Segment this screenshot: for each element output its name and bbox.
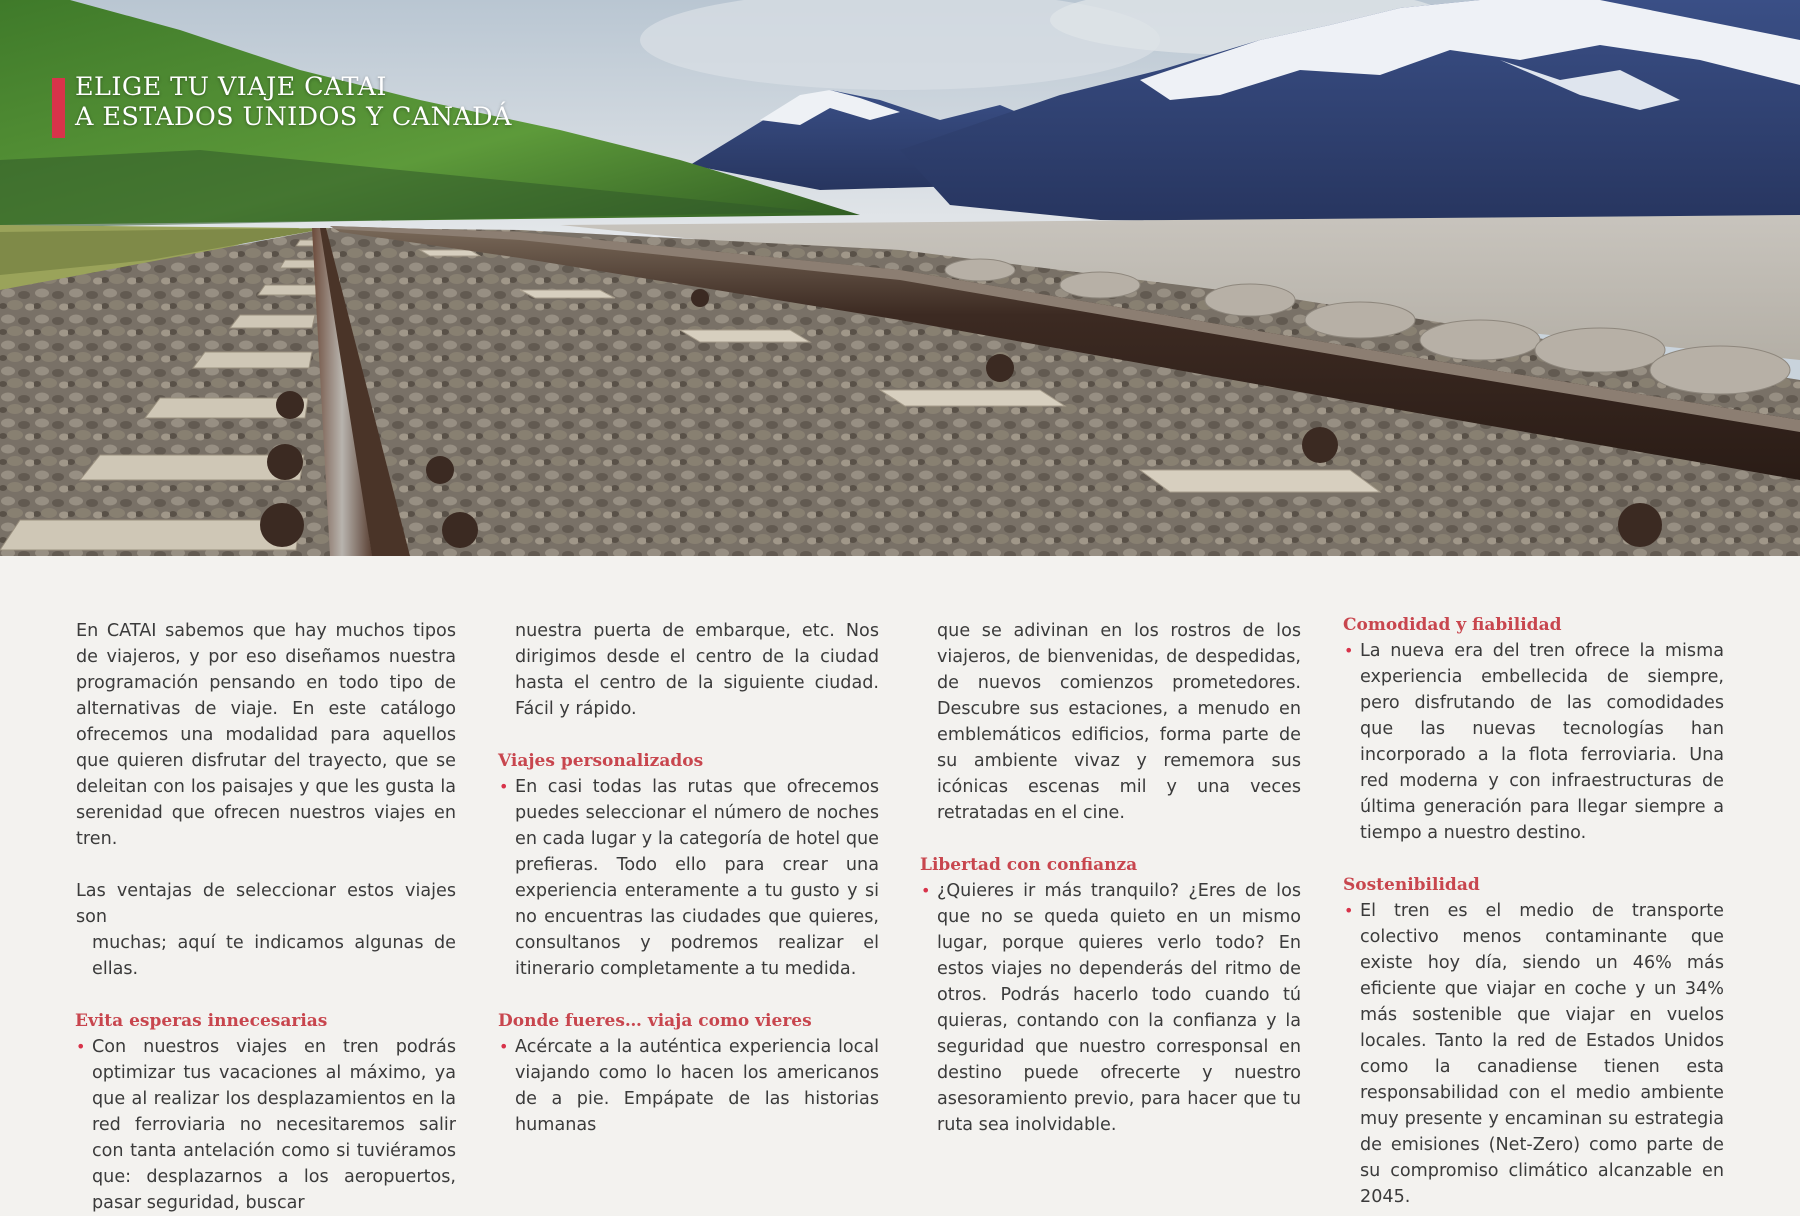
section-title-libertad: Libertad con confianza [920,855,1138,875]
section-title-donde-fueres: Donde fueres… viaja como vieres [498,1011,812,1031]
bullet-dot: • [76,1037,86,1056]
title-line-1: ELIGE TU VIAJE CATAI [75,72,387,102]
title-accent-bar [52,78,65,138]
continuation-paragraph-3: que se adivinan en los rostros de los viajeros, de bienvenidas, de despedidas, de nuevos comienzos prometedores. Descubre sus estaciones, a menudo en emblemáticos edificios, forma parte de su ambiente vivaz y rememora sus icónicas escenas mil y una veces retratadas en el cine. [937,621,1301,823]
section-text-comodidad: La nueva era del tren ofrece la misma experiencia embellecida de siempre, pero disfrutando de las comodidades que las nuevas tecnologías han incorporado a la flota ferroviaria. Una red moderna y con infraestructuras de última generación para llegar siempre a tiempo a nuestro destino. [1360,641,1724,843]
text-column-3 [921,618,1301,1138]
advantages-line-2: muchas; aquí te indicamos algunas de ellas. [92,933,456,979]
bullet-donde-fueres [499,1034,879,1138]
intro-paragraph: En CATAI sabemos que hay muchos tipos de viajeros, y por eso diseñamos nuestra programación pensando en todo tipo de alternativas de viaje. En este catálogo ofrecemos una modalidad para aquellos que quieren disfrutar del trayecto, que se deleitan con los paisajes y que les gusta la serenidad que ofrecen nuestros viajes en tren. [76,621,456,849]
bullet-dot: • [1344,641,1354,660]
section-title-viajes-personalizados: Viajes personalizados [498,751,704,771]
section-title-evita-esperas: Evita esperas innecesarias [75,1011,328,1031]
title-line-2: A ESTADOS UNIDOS Y CANADÁ [75,102,512,132]
bullet-sostenibilidad [1344,898,1724,1210]
continuation-paragraph-2: nuestra puerta de embarque, etc. Nos dirigimos desde el centro de la ciudad hasta el centro de la siguiente ciudad. Fácil y rápido. [515,621,879,719]
bullet-dot: • [499,1037,509,1056]
bullet-dot: • [499,777,509,796]
bullet-dot: • [1344,901,1354,920]
bullet-comodidad [1344,638,1724,846]
section-text-donde-fueres: Acércate a la auténtica experiencia local viajando como lo hacen los americanos de a pie. Empápate de las historias humanas [515,1037,879,1135]
section-text-viajes-personalizados: En casi todas las rutas que ofrecemos puedes seleccionar el número de noches en cada lugar y la categoría de hotel que prefieras. Todo ello para crear una experiencia enteramente a tu gusto y si no encuentras las ciudades que quieres, consultanos y podremos realizar el itinerario completamente a tu medida. [515,777,879,979]
hero-photo-railway [0,0,1800,556]
section-title-comodidad: Comodidad y fiabilidad [1343,615,1562,635]
advantages-line-1: Las ventajas de seleccionar estos viajes son [76,881,456,927]
section-text-sostenibilidad: El tren es el medio de transporte colectivo menos contaminante que existe hoy día, siendo un 46% más eficiente que viajar en coche y un 34% más sostenible que viajar en vuelos locales. Tanto la red de Estados Unidos como la canadiense tienen esta responsabilidad con el medio ambiente muy presente y encaminan su estrategia de emisiones (Net-Zero) como parte de su compromiso climático alcanzable en 2045. [1360,901,1724,1207]
text-column-2 [499,618,879,1138]
section-text-libertad: ¿Quieres ir más tranquilo? ¿Eres de los que no se queda quieto en un mismo lugar, porque quieres verlo todo? En estos viajes no dependerás del ritmo de otros. Podrás hacerlo todo cuando tú quieras, contando con la confianza y la seguridad que nuestro corresponsal en destino puede ofrecerte y nuestro asesoramiento previo, para hacer que tu ruta sea inolvidable. [937,881,1301,1135]
bullet-libertad [921,878,1301,1138]
text-column-4 [1344,612,1724,1210]
bullet-viajes-personalizados [499,774,879,982]
text-column-1 [76,618,456,1216]
section-text-evita-esperas: Con nuestros viajes en tren podrás optimizar tus vacaciones al máximo, ya que al realizar los desplazamientos en la red ferroviaria no necesitaremos salir con tanta antelación como si tuviéramos que: desplazarnos a los aeropuertos, pasar seguridad, buscar [92,1037,456,1213]
section-title-sostenibilidad: Sostenibilidad [1343,875,1480,895]
page-title [52,72,512,138]
bullet-evita-esperas [76,1034,456,1216]
bullet-dot: • [921,881,931,900]
